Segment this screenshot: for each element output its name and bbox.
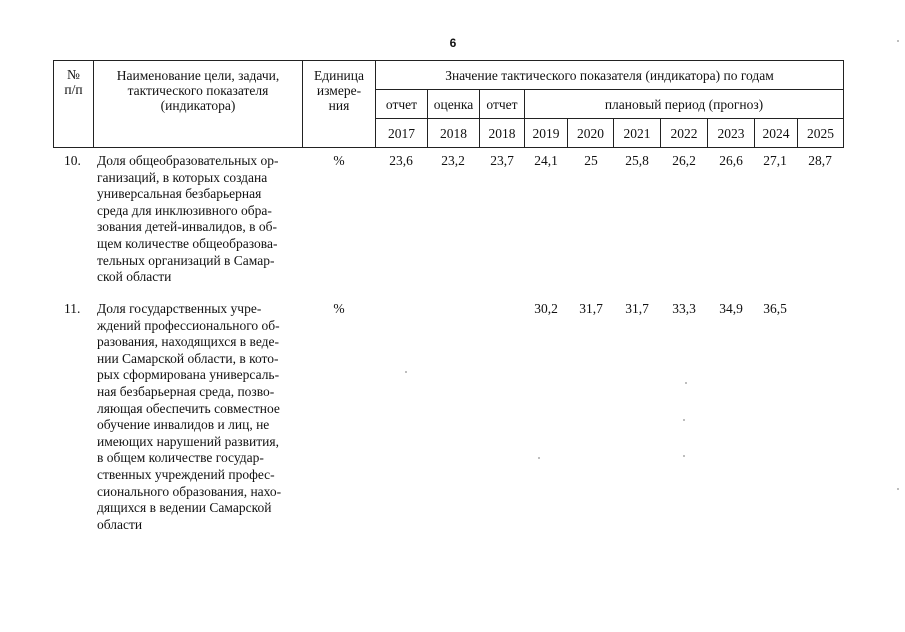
scan-speck <box>897 40 899 42</box>
row-value: 23,6 <box>389 153 413 168</box>
table-header <box>0 0 905 150</box>
header-report-1: отчет <box>385 96 418 112</box>
row-value: 27,1 <box>763 153 787 168</box>
header-year: 2018 <box>488 125 516 141</box>
scan-speck <box>405 371 407 373</box>
row-value: 26,6 <box>719 153 743 168</box>
row-indicator-name: Доля государственных учре- ждений профессионального об- разования, находящихся в веде- нии Самарской области, в кото- рых сформирована универсаль- ная безбарьерная среда, позво- ляющая обеспечить совместное обучение инвалидов и лиц, не имеющих нарушений развития, в общем количестве государ- ственных учреждений профес- сионального образования, нахо- дящихся в ведении Самарской области <box>97 301 282 532</box>
row-value: 23,7 <box>490 153 514 168</box>
header-estimate: оценка <box>433 96 474 112</box>
row-value: 28,7 <box>808 153 832 168</box>
page-number: 6 <box>449 36 457 50</box>
row-value: 23,2 <box>441 153 465 168</box>
header-year: 2024 <box>762 125 790 141</box>
header-bottom-border <box>53 147 843 148</box>
scan-speck <box>685 382 687 384</box>
row-value: 25 <box>584 153 598 168</box>
scan-speck <box>683 419 685 421</box>
row-value: 24,1 <box>534 153 558 168</box>
row-value: 33,3 <box>672 301 696 316</box>
row-number: 11. <box>64 301 81 316</box>
row-unit: % <box>333 301 345 316</box>
scan-speck <box>683 455 685 457</box>
header-col-unit: Единица измере- ния <box>313 67 364 113</box>
header-planned-period: плановый период (прогноз) <box>604 96 764 112</box>
row-unit: % <box>333 153 345 168</box>
header-year: 2020 <box>577 125 604 141</box>
header-report-2: отчет <box>486 96 518 112</box>
header-year: 2019 <box>532 125 560 141</box>
row-value: 31,7 <box>625 301 649 316</box>
row-value: 31,7 <box>579 301 603 316</box>
row-value: 34,9 <box>719 301 743 316</box>
header-year: 2018 <box>440 125 467 141</box>
header-year: 2021 <box>623 125 651 141</box>
row-indicator-name: Доля общеобразовательных ор- ганизаций, в которых создана универсальная безбарьерная среда для инклюзивного обра- зования детей-инвалидов, в об- щем количестве общеобразова- тельных организаций в Самар- ской области <box>97 153 279 285</box>
scan-speck <box>538 457 540 459</box>
header-year: 2022 <box>670 125 698 141</box>
row-value: 26,2 <box>672 153 696 168</box>
row-number: 10. <box>64 153 81 168</box>
row-value: 30,2 <box>534 301 558 316</box>
header-year: 2025 <box>807 125 834 141</box>
header-year: 2017 <box>388 125 415 141</box>
header-col-number: № п/п <box>64 67 83 97</box>
row-value: 36,5 <box>763 301 787 316</box>
header-col-name: Наименование цели, задачи, тактического показателя (индикатора) <box>116 67 280 113</box>
header-values-group: Значение тактического показателя (индикатора) по годам <box>445 67 774 83</box>
header-right-border <box>843 60 844 148</box>
header-year: 2023 <box>717 125 745 141</box>
row-value: 25,8 <box>625 153 649 168</box>
scan-speck <box>897 488 899 490</box>
